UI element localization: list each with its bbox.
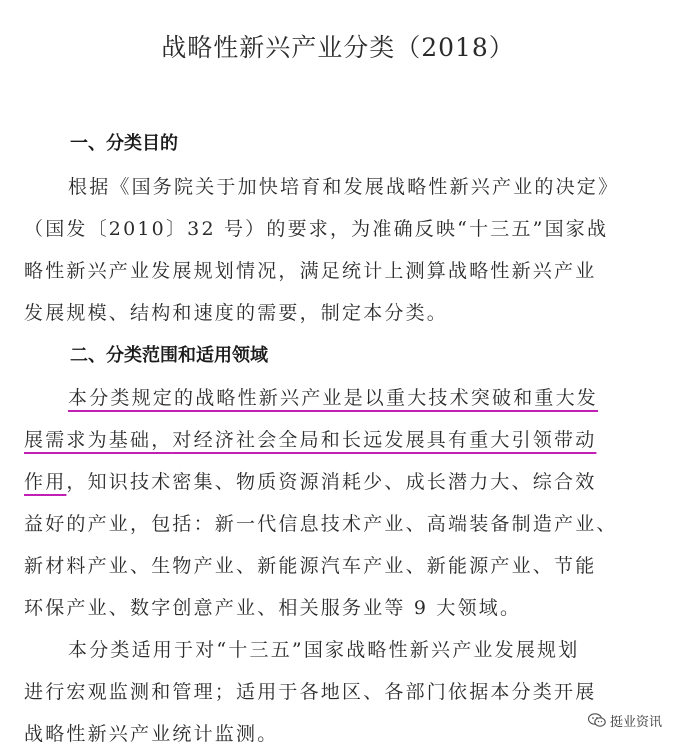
paragraph-line: 环保产业、数字创意产业、相关服务业等 9 大领域。 xyxy=(24,597,522,619)
section-heading-scope: 二、分类范围和适用领域 xyxy=(70,345,268,366)
paragraph-line: 益好的产业，包括：新一代信息技术产业、高端装备制造产业、 xyxy=(24,513,618,535)
underlined-text: 本分类规定的战略性新兴产业是以重大技术突破和重大发 xyxy=(68,387,599,409)
paragraph-line: 新材料产业、生物产业、新能源汽车产业、新能源产业、节能 xyxy=(24,555,597,577)
paragraph-line: 本分类适用于对“十三五”国家战略性新兴产业发展规划 xyxy=(68,639,580,661)
underlined-text: 对经济社会全局和长远发展具有重大引领带动 xyxy=(172,429,597,451)
watermark xyxy=(584,709,666,732)
paragraph-line: 略性新兴产业发展规划情况，满足统计上测算战略性新兴产业 xyxy=(24,260,597,282)
paragraph-line xyxy=(24,467,596,494)
underlined-text: 展需求为基础， xyxy=(24,429,173,451)
paragraph-line xyxy=(24,425,596,452)
paragraph-line xyxy=(68,383,598,410)
paragraph-line: 进行宏观监测和管理；适用于各地区、各部门依据本分类开展 xyxy=(24,681,597,703)
wechat-icon xyxy=(588,713,606,728)
paragraph-line: （国发〔2010〕32 号）的要求，为准确反映“十三五”国家战 xyxy=(24,218,609,240)
paragraph-line: 发展规模、结构和速度的需要，制定本分类。 xyxy=(24,302,449,324)
paragraph-line: 根据《国务院关于加快培育和发展战略性新兴产业的决定》 xyxy=(68,176,620,198)
document-title: 战略性新兴产业分类（2018） xyxy=(161,33,515,62)
section-heading-purpose: 一、分类目的 xyxy=(70,133,178,154)
underlined-text: 作用 xyxy=(24,471,67,493)
paragraph-text: ，知识技术密集、物质资源消耗少、成长潜力大、综合效 xyxy=(66,471,597,493)
watermark-text: 挺业资讯 xyxy=(609,715,662,730)
paragraph-line: 战略性新兴产业统计监测。 xyxy=(24,723,279,745)
